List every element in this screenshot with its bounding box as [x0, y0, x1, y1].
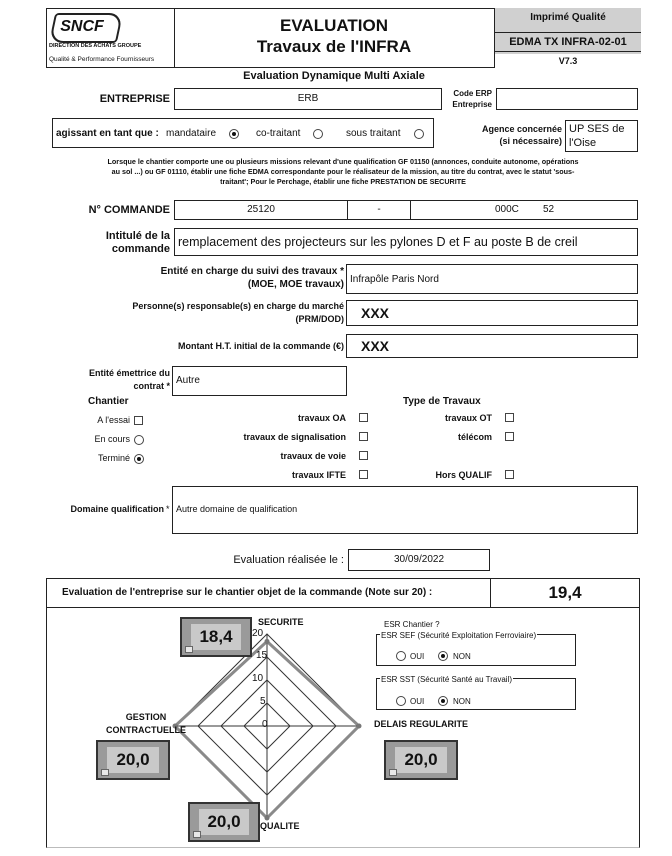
- score-securite: [180, 617, 252, 657]
- esr-sst-label: ESR SST (Sécurité Santé au Travail): [381, 675, 513, 684]
- role-option-soustraitant: sous traitant: [346, 128, 401, 139]
- title-value: remplacement des projecteurs sur les pylones D et F au poste B de creil: [178, 235, 578, 249]
- esr-sef-label: ESR SEF (Sécurité Exploitation Ferroviaire): [381, 631, 537, 640]
- cell-marker-icon: [193, 831, 201, 838]
- eval-date-value: 30/09/2022: [393, 554, 445, 565]
- version: V7.3: [495, 54, 641, 68]
- axis-delais: DELAIS REGULARITE: [374, 719, 469, 729]
- score-delais-value: 20,0: [404, 750, 438, 769]
- works-oa-label: travaux OA: [297, 413, 346, 423]
- tick-10: 10: [252, 673, 264, 684]
- agency-label-2: (si nécessaire): [499, 136, 562, 146]
- chantier-label: Chantier: [88, 396, 129, 407]
- entity-label: Entité en charge du suivi des travaux *: [160, 266, 344, 277]
- esr-title: ESR Chantier ?: [384, 620, 440, 629]
- score-qualite-value: 20,0: [207, 812, 241, 831]
- entity-value: Infrapôle Paris Nord: [350, 274, 439, 285]
- domain-label: Domaine qualification: [70, 504, 164, 514]
- works-signal-label: travaux de signalisation: [243, 432, 346, 442]
- global-label: Evaluation de l'entreprise sur le chantier objet de la commande (Note sur 20) :: [62, 587, 433, 598]
- chantier-essai-label: A l'essai: [97, 415, 130, 425]
- role-option-cotraitant: co-traitant: [256, 128, 301, 139]
- axis-securite: SECURITE: [258, 617, 304, 627]
- notice-line3: traitant'; Pour le Perchage, établir une fiche PRESTATION DE SECURITE: [220, 177, 466, 186]
- page-title: EVALUATION: [280, 16, 388, 35]
- axis-gestion-1: GESTION: [125, 712, 167, 722]
- agency-label: Agence concernée: [481, 124, 562, 134]
- issuer-label-2: contrat *: [133, 381, 170, 391]
- esr-sef-non-label: NON: [453, 652, 471, 661]
- tick-20: 20: [252, 628, 264, 639]
- title-label: Intitulé de la: [105, 230, 170, 242]
- domain-value: Autre domaine de qualification: [176, 504, 298, 514]
- tick-15: 15: [256, 650, 268, 661]
- issuer-value: Autre: [176, 375, 200, 386]
- axis-gestion: [100, 711, 192, 737]
- entity-label-2: (MOE, MOE travaux): [247, 279, 344, 290]
- page-subtitle: Travaux de l'INFRA: [256, 37, 412, 56]
- domain-asterisk: *: [166, 504, 170, 514]
- score-delais: [384, 740, 458, 780]
- erp-label-2: Entreprise: [452, 100, 492, 109]
- tick-5: 5: [260, 696, 266, 707]
- order-part1: 25120: [247, 204, 275, 215]
- esr-sef-oui-label: OUI: [410, 652, 425, 661]
- order-label: N° COMMANDE: [88, 204, 170, 216]
- dept-line2: Qualité & Performance Fournisseurs: [49, 56, 155, 63]
- logo-text: SNCF: [60, 18, 104, 35]
- radio-sst-non[interactable]: [438, 696, 448, 706]
- title-label-2: commande: [111, 243, 170, 255]
- chantier-termine-label: Terminé: [97, 453, 130, 463]
- agency-value: UP SES de: [569, 123, 625, 135]
- order-part2: 000C: [495, 204, 519, 215]
- cell-marker-icon: [101, 769, 109, 776]
- works-ot-label: travaux OT: [444, 413, 492, 423]
- amount-value: XXX: [361, 338, 390, 354]
- section-subtitle: Evaluation Dynamique Multi Axiale: [243, 70, 425, 82]
- works-ifte-label: travaux IFTE: [291, 470, 346, 480]
- printed-quality: Imprimé Qualité: [530, 12, 606, 23]
- role-label: agissant en tant que :: [56, 128, 159, 139]
- cell-marker-icon: [185, 646, 193, 653]
- person-label-2: (PRM/DOD): [295, 314, 344, 324]
- dept-line1: DIRECTION DES ACHATS GROUPE: [49, 43, 142, 49]
- works-voie-label: travaux de voie: [280, 451, 346, 461]
- esr-sst-non-label: NON: [453, 697, 471, 706]
- notice-line1: Lorsque le chantier comporte une ou plusieurs missions relevant d'une qualification GF 01150 (annonces, conduite autonome, opérations: [107, 157, 579, 166]
- order-part3: 52: [543, 204, 555, 215]
- company-label: ENTREPRISE: [99, 93, 170, 105]
- works-telecom-label: télécom: [457, 432, 492, 442]
- role-option-mandataire: mandataire: [166, 128, 217, 139]
- erp-label: Code ERP: [453, 89, 492, 98]
- radio-sst-oui[interactable]: [396, 696, 406, 706]
- company-value: ERB: [297, 93, 319, 104]
- tick-0: 0: [262, 719, 268, 730]
- amount-label: Montant H.T. initial de la commande (€): [177, 341, 344, 351]
- score-gestion-value: 20,0: [116, 750, 150, 769]
- person-value: XXX: [361, 305, 390, 321]
- axis-qualite: QUALITE: [260, 821, 300, 831]
- agency-value-2: l'Oise: [569, 137, 597, 149]
- score-qualite: [188, 802, 260, 842]
- works-hors-label: Hors QUALIF: [435, 470, 492, 480]
- cell-marker-icon: [389, 769, 397, 776]
- person-label: Personne(s) responsable(s) en charge du marché: [132, 301, 344, 311]
- order-separator: -: [377, 204, 381, 215]
- radar-point: [265, 639, 270, 644]
- score-securite-value: 18,4: [199, 627, 233, 646]
- eval-date-label: Evaluation réalisée le :: [233, 554, 344, 566]
- chantier-encours-label: En cours: [94, 434, 130, 444]
- radio-sef-oui[interactable]: [396, 651, 406, 661]
- score-gestion: [96, 740, 170, 780]
- notice-line2: au sol ...) ou GF 01110, établir une fiche EDMA correspondante pour le réalisateur de la mission, au titre du contrat, avec le statut 'sous-: [111, 167, 575, 176]
- issuer-label: Entité émettrice du: [88, 368, 170, 378]
- global-score-value: 19,4: [548, 583, 582, 602]
- doc-ref: EDMA TX INFRA-02-01: [495, 32, 641, 52]
- works-label: Type de Travaux: [403, 396, 481, 407]
- radio-sef-non[interactable]: [438, 651, 448, 661]
- esr-sst-oui-label: OUI: [410, 697, 425, 706]
- axis-gestion-2: CONTRACTUELLE: [106, 725, 186, 735]
- radar-point: [357, 724, 362, 729]
